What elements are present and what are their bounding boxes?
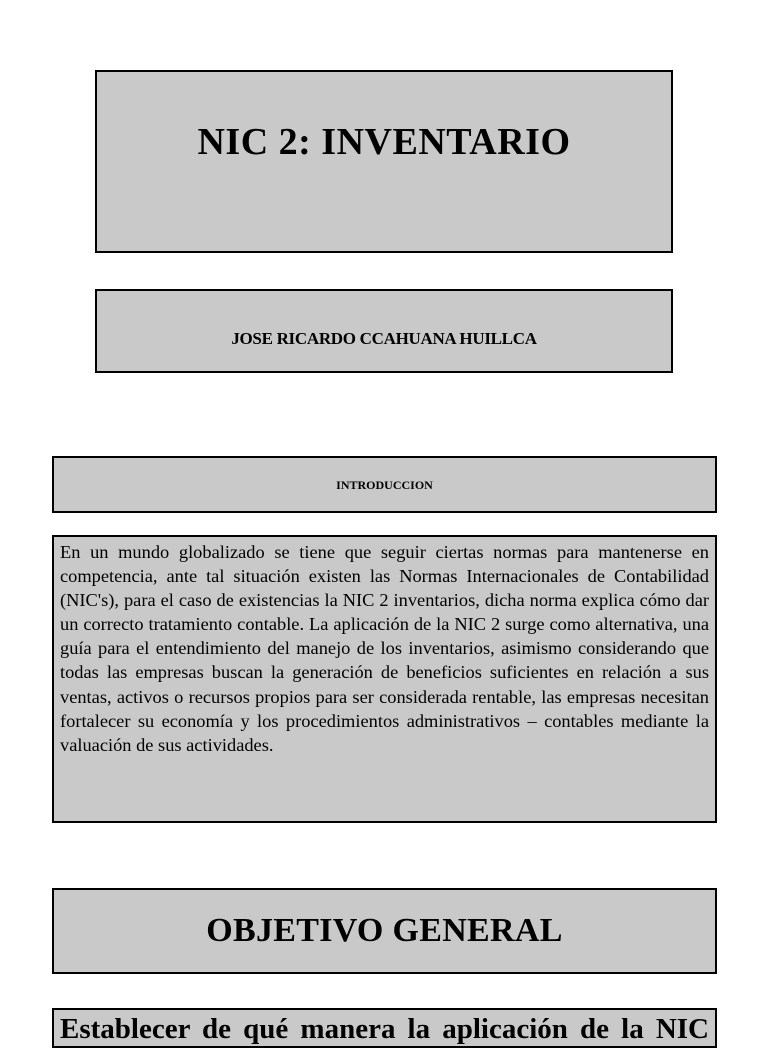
objective-heading: OBJETIVO GENERAL xyxy=(206,912,563,949)
title-box xyxy=(95,70,673,253)
author-box xyxy=(95,289,673,373)
introduction-text: En un mundo globalizado se tiene que seguir ciertas normas para mantenerse en competencia, ante tal situación existen las Normas Internacionales de Contabilidad (NIC's), para el caso de existencias la NIC 2 inventarios, dicha norma explica cómo dar un correcto tratamiento contable. La aplicación de la NIC 2 surge como alternativa, una guía para el entendimiento del manejo de los inventarios, asimismo considerando que todas las empresas buscan la generación de beneficios suficientes en relación a sus ventas, activos o recursos propios para ser considerada rentable, las empresas necesitan fortalecer su economía y los procedimientos administrativos – contables mediante la valuación de sus actividades. xyxy=(60,542,709,755)
introduction-body-box xyxy=(52,535,717,823)
introduction-heading: INTRODUCCION xyxy=(336,478,433,492)
objective-heading-box xyxy=(52,888,717,974)
objective-text: Establecer de qué manera la aplicación de la NIC xyxy=(60,1013,709,1045)
document-title: NIC 2: INVENTARIO xyxy=(197,120,571,163)
introduction-heading-box xyxy=(52,456,717,513)
objective-text-box xyxy=(52,1008,717,1048)
author-name: JOSE RICARDO CCAHUANA HUILLCA xyxy=(231,329,537,348)
